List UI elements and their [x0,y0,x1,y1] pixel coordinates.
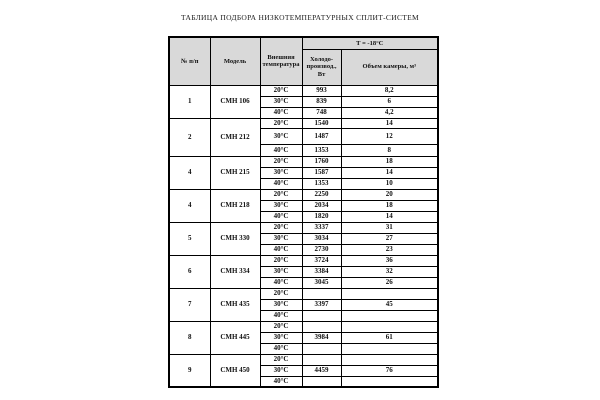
temp-cell: 40°С [260,376,302,387]
volume-cell: 6 [341,96,438,107]
capacity-cell: 2034 [302,200,341,211]
split-systems-table [168,36,439,388]
capacity-cell [302,321,341,332]
model-name: СМН 215 [210,156,260,189]
model-name: СМН 212 [210,118,260,156]
capacity-cell: 748 [302,107,341,118]
capacity-cell [302,310,341,321]
model-name: СМН 330 [210,222,260,255]
volume-cell: 20 [341,189,438,200]
volume-cell: 45 [341,299,438,310]
temp-cell: 40°С [260,144,302,156]
temp-cell: 20°С [260,288,302,299]
capacity-cell: 1487 [302,128,341,144]
row-number: 5 [169,222,210,255]
capacity-cell: 1587 [302,167,341,178]
model-name: СМН 435 [210,288,260,321]
capacity-cell: 1540 [302,118,341,128]
table-header [169,37,438,85]
volume-cell: 4,2 [341,107,438,118]
table-body [169,85,438,387]
table-row [169,255,438,266]
table-row [169,288,438,299]
temp-cell: 40°С [260,310,302,321]
model-name: СМН 334 [210,255,260,288]
header-external-temperature: Внешняя температура [260,37,302,85]
volume-cell [341,376,438,387]
volume-cell [341,310,438,321]
capacity-cell: 1820 [302,211,341,222]
temp-cell: 30°С [260,96,302,107]
volume-cell: 8,2 [341,85,438,96]
capacity-cell [302,343,341,354]
volume-cell: 32 [341,266,438,277]
page-title: ТАБЛИЦА ПОДБОРА НИЗКОТЕМПЕРАТУРНЫХ СПЛИТ-СИСТЕМ [181,13,419,22]
row-number: 9 [169,354,210,387]
temp-cell: 40°С [260,178,302,189]
temp-cell: 30°С [260,167,302,178]
capacity-cell: 1353 [302,178,341,189]
capacity-cell: 3045 [302,277,341,288]
volume-cell [341,354,438,365]
volume-cell [341,343,438,354]
header-chamber-volume: Объем камеры, м³ [341,49,438,85]
row-number: 1 [169,85,210,118]
volume-cell: 14 [341,167,438,178]
model-name: СМН 218 [210,189,260,222]
capacity-cell: 3337 [302,222,341,233]
volume-cell [341,288,438,299]
capacity-cell: 3034 [302,233,341,244]
temp-cell: 20°С [260,222,302,233]
temp-cell: 30°С [260,332,302,343]
row-number: 4 [169,189,210,222]
capacity-cell [302,376,341,387]
capacity-cell: 3384 [302,266,341,277]
temp-cell: 40°С [260,343,302,354]
volume-cell [341,321,438,332]
capacity-cell: 993 [302,85,341,96]
volume-cell: 36 [341,255,438,266]
volume-cell: 18 [341,200,438,211]
model-name: СМН 106 [210,85,260,118]
table-row [169,156,438,167]
header-t-minus-18: Т = -18°С [302,37,438,49]
table-row [169,321,438,332]
volume-cell: 31 [341,222,438,233]
volume-cell: 76 [341,365,438,376]
header-num: № п/п [169,37,210,85]
volume-cell: 26 [341,277,438,288]
volume-cell: 27 [341,233,438,244]
capacity-cell [302,354,341,365]
temp-cell: 40°С [260,107,302,118]
capacity-cell: 3984 [302,332,341,343]
temp-cell: 40°С [260,211,302,222]
volume-cell: 14 [341,211,438,222]
volume-cell: 8 [341,144,438,156]
capacity-cell: 3397 [302,299,341,310]
capacity-cell: 839 [302,96,341,107]
temp-cell: 30°С [260,233,302,244]
temp-cell: 30°С [260,365,302,376]
table-row [169,189,438,200]
row-number: 2 [169,118,210,156]
capacity-cell: 1353 [302,144,341,156]
capacity-cell: 3724 [302,255,341,266]
row-number: 4 [169,156,210,189]
temp-cell: 20°С [260,85,302,96]
table-row [169,118,438,128]
volume-cell: 61 [341,332,438,343]
volume-cell: 23 [341,244,438,255]
capacity-cell: 2250 [302,189,341,200]
capacity-cell: 1760 [302,156,341,167]
header-row-top [169,37,438,49]
temp-cell: 20°С [260,118,302,128]
header-model: Модель [210,37,260,85]
temp-cell: 30°С [260,128,302,144]
temp-cell: 30°С [260,200,302,211]
row-number: 8 [169,321,210,354]
temp-cell: 40°С [260,244,302,255]
temp-cell: 20°С [260,321,302,332]
volume-cell: 18 [341,156,438,167]
capacity-cell [302,288,341,299]
table-row [169,354,438,365]
table-row [169,85,438,96]
temp-cell: 20°С [260,156,302,167]
capacity-cell: 2730 [302,244,341,255]
row-number: 7 [169,288,210,321]
volume-cell: 14 [341,118,438,128]
table-row [169,222,438,233]
temp-cell: 30°С [260,266,302,277]
volume-cell: 12 [341,128,438,144]
model-name: СМН 445 [210,321,260,354]
temp-cell: 20°С [260,255,302,266]
temp-cell: 20°С [260,189,302,200]
capacity-cell: 4459 [302,365,341,376]
temp-cell: 20°С [260,354,302,365]
model-name: СМН 450 [210,354,260,387]
volume-cell: 10 [341,178,438,189]
temp-cell: 40°С [260,277,302,288]
header-cooling-capacity: Холодо-производ., Вт [302,49,341,85]
temp-cell: 30°С [260,299,302,310]
row-number: 6 [169,255,210,288]
